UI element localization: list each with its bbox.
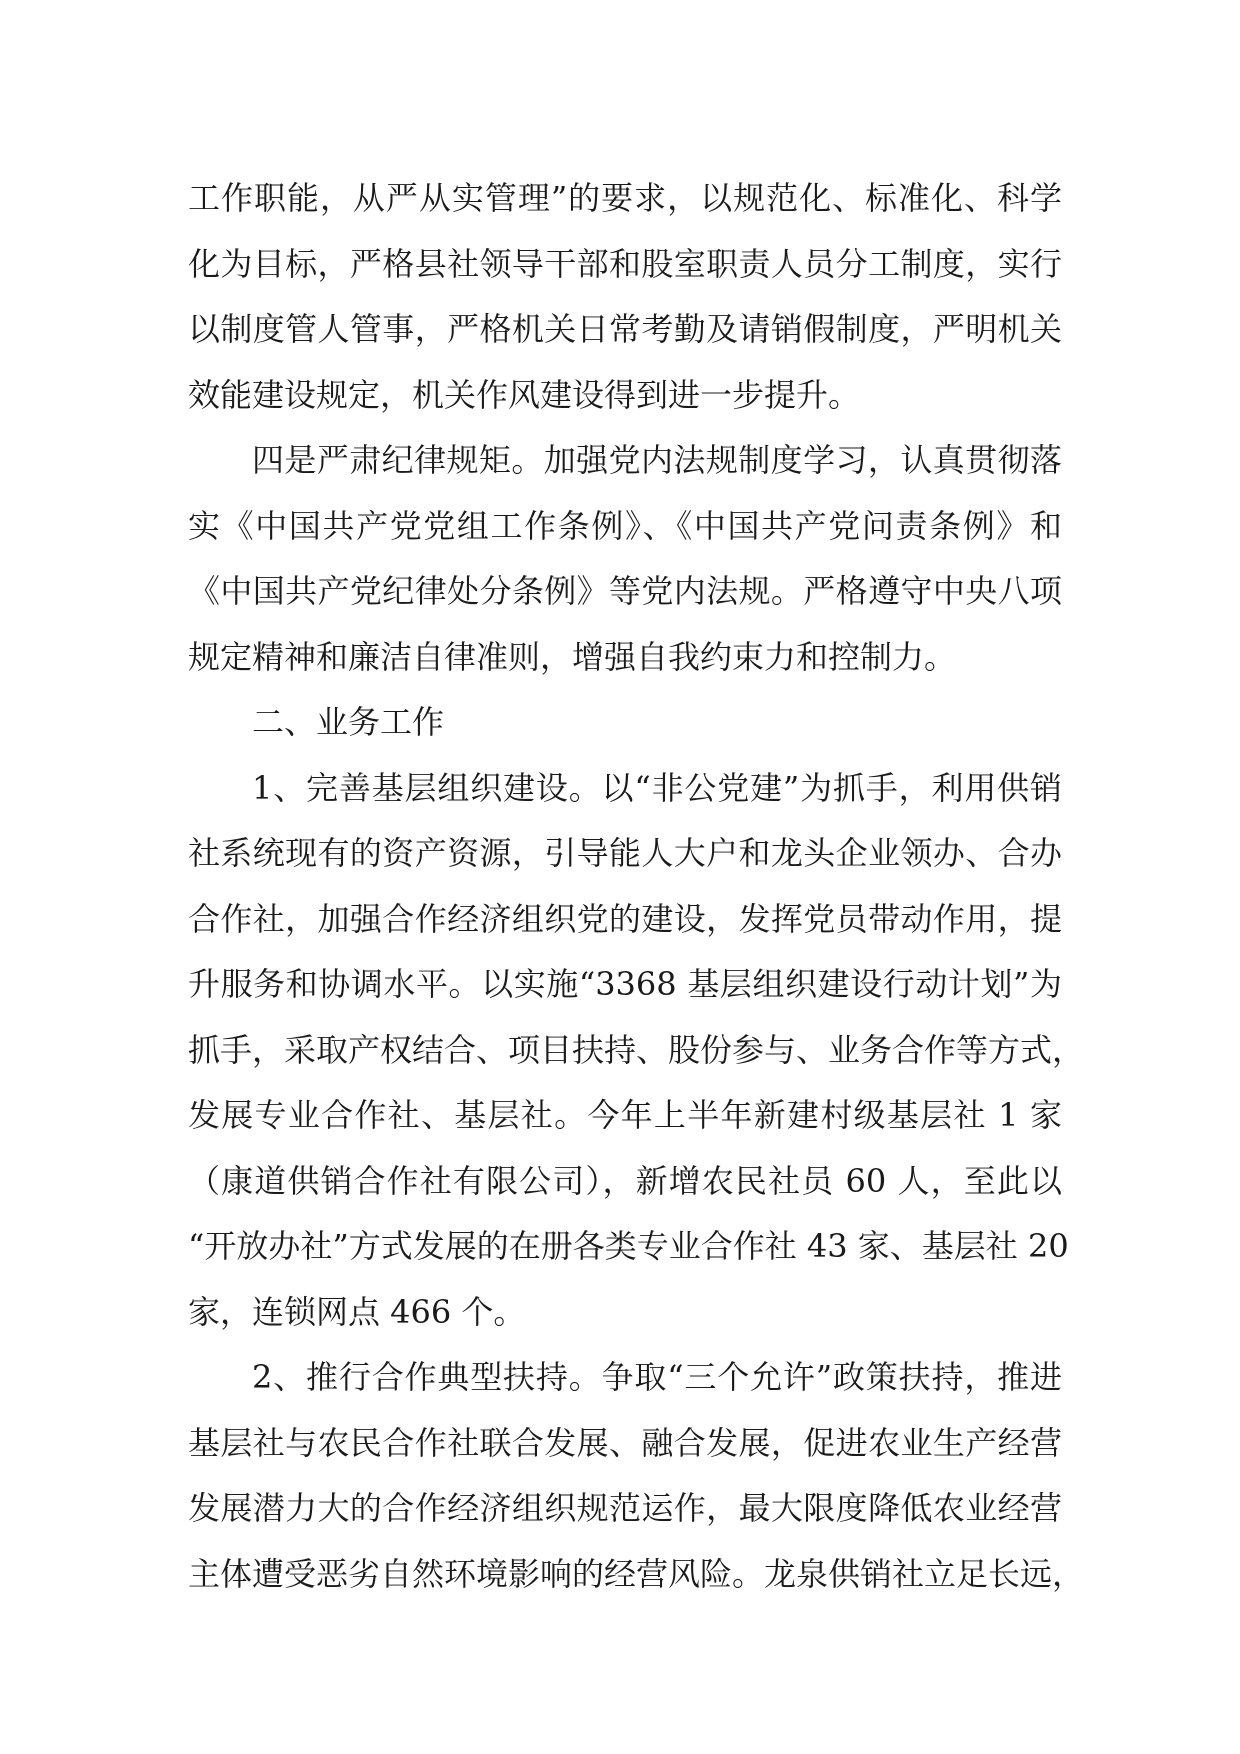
paragraph: [188, 1345, 1085, 1607]
text-line: 规定精神和廉洁自律准则，增强自我约束力和控制力。: [188, 637, 957, 676]
text-line: 发展专业合作社、基层社。今年上半年新建村级基层社 1 家: [188, 1096, 1062, 1134]
text-line: 合作社，加强合作经济组织党的建设，发挥党员带动作用，提: [188, 899, 1062, 938]
paragraph: [188, 756, 1085, 1346]
text-line: 工作职能，从严从实管理”的要求，以规范化、标准化、科学: [188, 179, 1062, 217]
document-body: [188, 166, 1085, 1607]
text-line: 升服务和协调水平。以实施“3368 基层组织建设行动计划”为: [188, 965, 1062, 1003]
text-line: 《中国共产党纪律处分条例》等党内法规。严格遵守中央八项: [188, 572, 1062, 610]
paragraph: [188, 166, 1062, 428]
text-line: 四是严肃纪律规矩。加强党内法规制度学习，认真贯彻落: [252, 441, 1062, 479]
text-line: 二、业务工作: [252, 703, 445, 741]
text-line: 发展潜力大的合作经济组织规范运作，最大限度降低农业经营: [188, 1489, 1062, 1527]
text-line: 家，连锁网点 466 个。: [188, 1292, 526, 1331]
text-line: 社系统现有的资产资源，引导能人大户和龙头企业领办、合办: [188, 834, 1062, 872]
text-line: 以制度管人管事，严格机关日常考勤及请销假制度，严明机关: [188, 310, 1062, 348]
text-line: 化为目标，严格县社领导干部和股室职责人员分工制度，实行: [188, 244, 1062, 283]
paragraph: [188, 428, 1062, 690]
text-line: （康道供销合作社有限公司），新增农民社员 60 人，至此以: [188, 1161, 1062, 1200]
text-line: “开放办社”方式发展的在册各类专业合作社 43 家、基层社 20: [188, 1227, 1069, 1265]
text-line: 2、推行合作典型扶持。争取“三个允许”政策扶持，推进: [252, 1358, 1062, 1396]
text-line: 主体遭受恶劣自然环境影响的经营风险。龙泉供销社立足长远，: [188, 1554, 1085, 1593]
section-heading: [188, 690, 1062, 756]
text-line: 效能建设规定，机关作风建设得到进一步提升。: [188, 375, 861, 414]
text-line: 抓手，采取产权结合、项目扶持、股份参与、业务合作等方式，: [188, 1030, 1085, 1069]
text-line: 实《中国共产党党组工作条例》、《中国共产党问责条例》和: [188, 506, 1062, 545]
text-line: 基层社与农民合作社联合发展、融合发展，促进农业生产经营: [188, 1423, 1062, 1462]
text-line: 1、完善基层组织建设。以“非公党建”为抓手，利用供销: [252, 768, 1062, 807]
